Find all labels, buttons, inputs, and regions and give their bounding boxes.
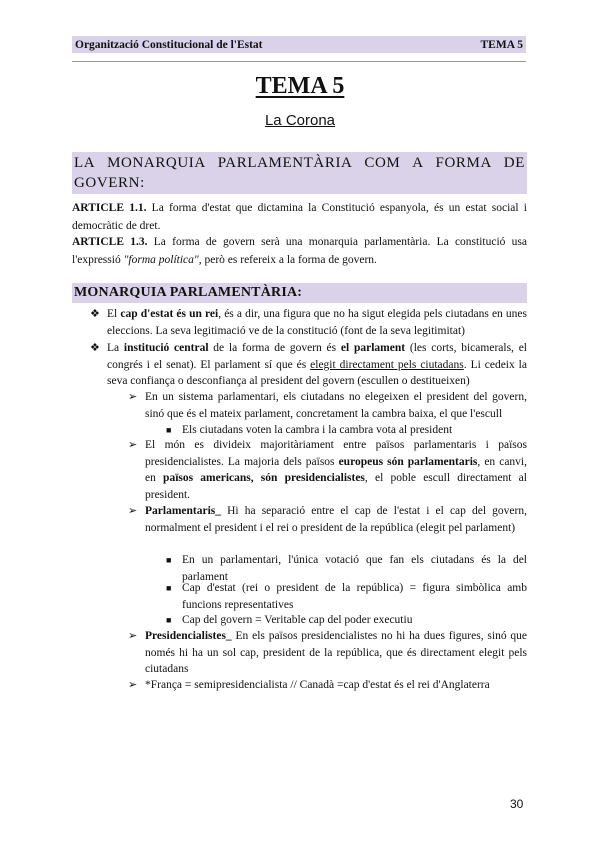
square-bullet-icon: ■ [166,583,172,593]
list-item: Presidencialistes_ En els països presidencialistes no hi ha dues figures, sinó que només hi ha un sol cap, president de la república, que és directament elegit pels ciutadans [145,630,527,675]
list-item: Cap d'estat (rei o president de la república) = figura simbòlica amb funcions representatives [182,582,527,611]
running-header [72,36,526,53]
square-bullet-icon: ■ [166,425,172,435]
diamond-bullet-icon: ❖ [90,342,100,354]
list-item: Els ciutadans voten la cambra i la cambra vota al president [182,424,453,436]
list-item: La institució central de la forma de govern és el parlament (les corts, bicamerals, el congrés i el senat). El parlament sí que és elegit directament pels ciutadans. Li cedeix la seva confiança o desconfiança al president del govern (escullen o destitueixen) [107,342,527,387]
page-title: TEMA 5 [255,73,345,99]
header-divider [72,61,526,62]
page-number: 30 [510,797,524,811]
article-label: ARTICLE 1.3. [72,236,148,248]
list-item: *França = semipresidencialista // Canadà =cap d'estat és el rei d'Anglaterra [145,679,490,691]
list-item: Cap del govern = Veritable cap del poder executiu [182,614,413,626]
list-item: Parlamentaris_ Hi ha separació entre el cap de l'estat i el cap del govern, normalment el president i el rei o president de la república (elegit pel parlament) [145,505,527,534]
page-subtitle: La Corona [264,112,336,129]
quoted-term: "forma política" [123,254,199,266]
section-heading-monarchy: MONARQUIA PARLAMENTÀRIA: [72,283,527,303]
list-item: El món es divideix majoritàriament entre països parlamentaris i països presidencialistes. La majoria dels països europeus són parlamentaris, en canvi, en països americans, són presidencialistes, el poble escull directament al president. [145,439,527,501]
arrow-bullet-icon: ➢ [128,630,138,642]
square-bullet-icon: ■ [166,555,172,565]
header-topic: TEMA 5 [480,38,523,51]
list-item: El cap d'estat és un rei, és a dir, una figura que no ha sigut elegida pels ciutadans en unes eleccions. La seva legitimació ve de la constitució (font de la seva legitimitat) [107,308,527,337]
arrow-bullet-icon: ➢ [128,391,138,403]
article-text: La forma d'estat que dictamina la Constitució espanyola, és un estat social i democràtic de dret. [72,202,528,232]
list-item: En un sistema parlamentari, els ciutadans no elegeixen el president del govern, sinó que és el mateix parlament, concretament la cambra baixa, el que l'escull [145,391,527,420]
diamond-bullet-icon: ❖ [90,308,100,320]
arrow-bullet-icon: ➢ [128,505,138,517]
section-heading-parliamentary-monarchy: LA MONARQUIA PARLAMENTÀRIA COM A FORMA DE GOVERN: [72,152,527,194]
article-label: ARTICLE 1.1. [72,202,147,214]
arrow-bullet-icon: ➢ [128,679,138,691]
article-1-1 [72,199,527,235]
list-item: En un parlamentari, l'única votació que fan els ciutadans és la del parlament [182,554,527,583]
arrow-bullet-icon: ➢ [128,439,138,451]
header-course-title: Organització Constitucional de l'Estat [75,38,263,51]
square-bullet-icon: ■ [166,615,172,625]
article-1-3: ARTICLE 1.3. La forma de govern serà una monarquia parlamentària. La constitució usa l'expressió "forma política", però es refereix a la forma de govern. [72,236,528,266]
